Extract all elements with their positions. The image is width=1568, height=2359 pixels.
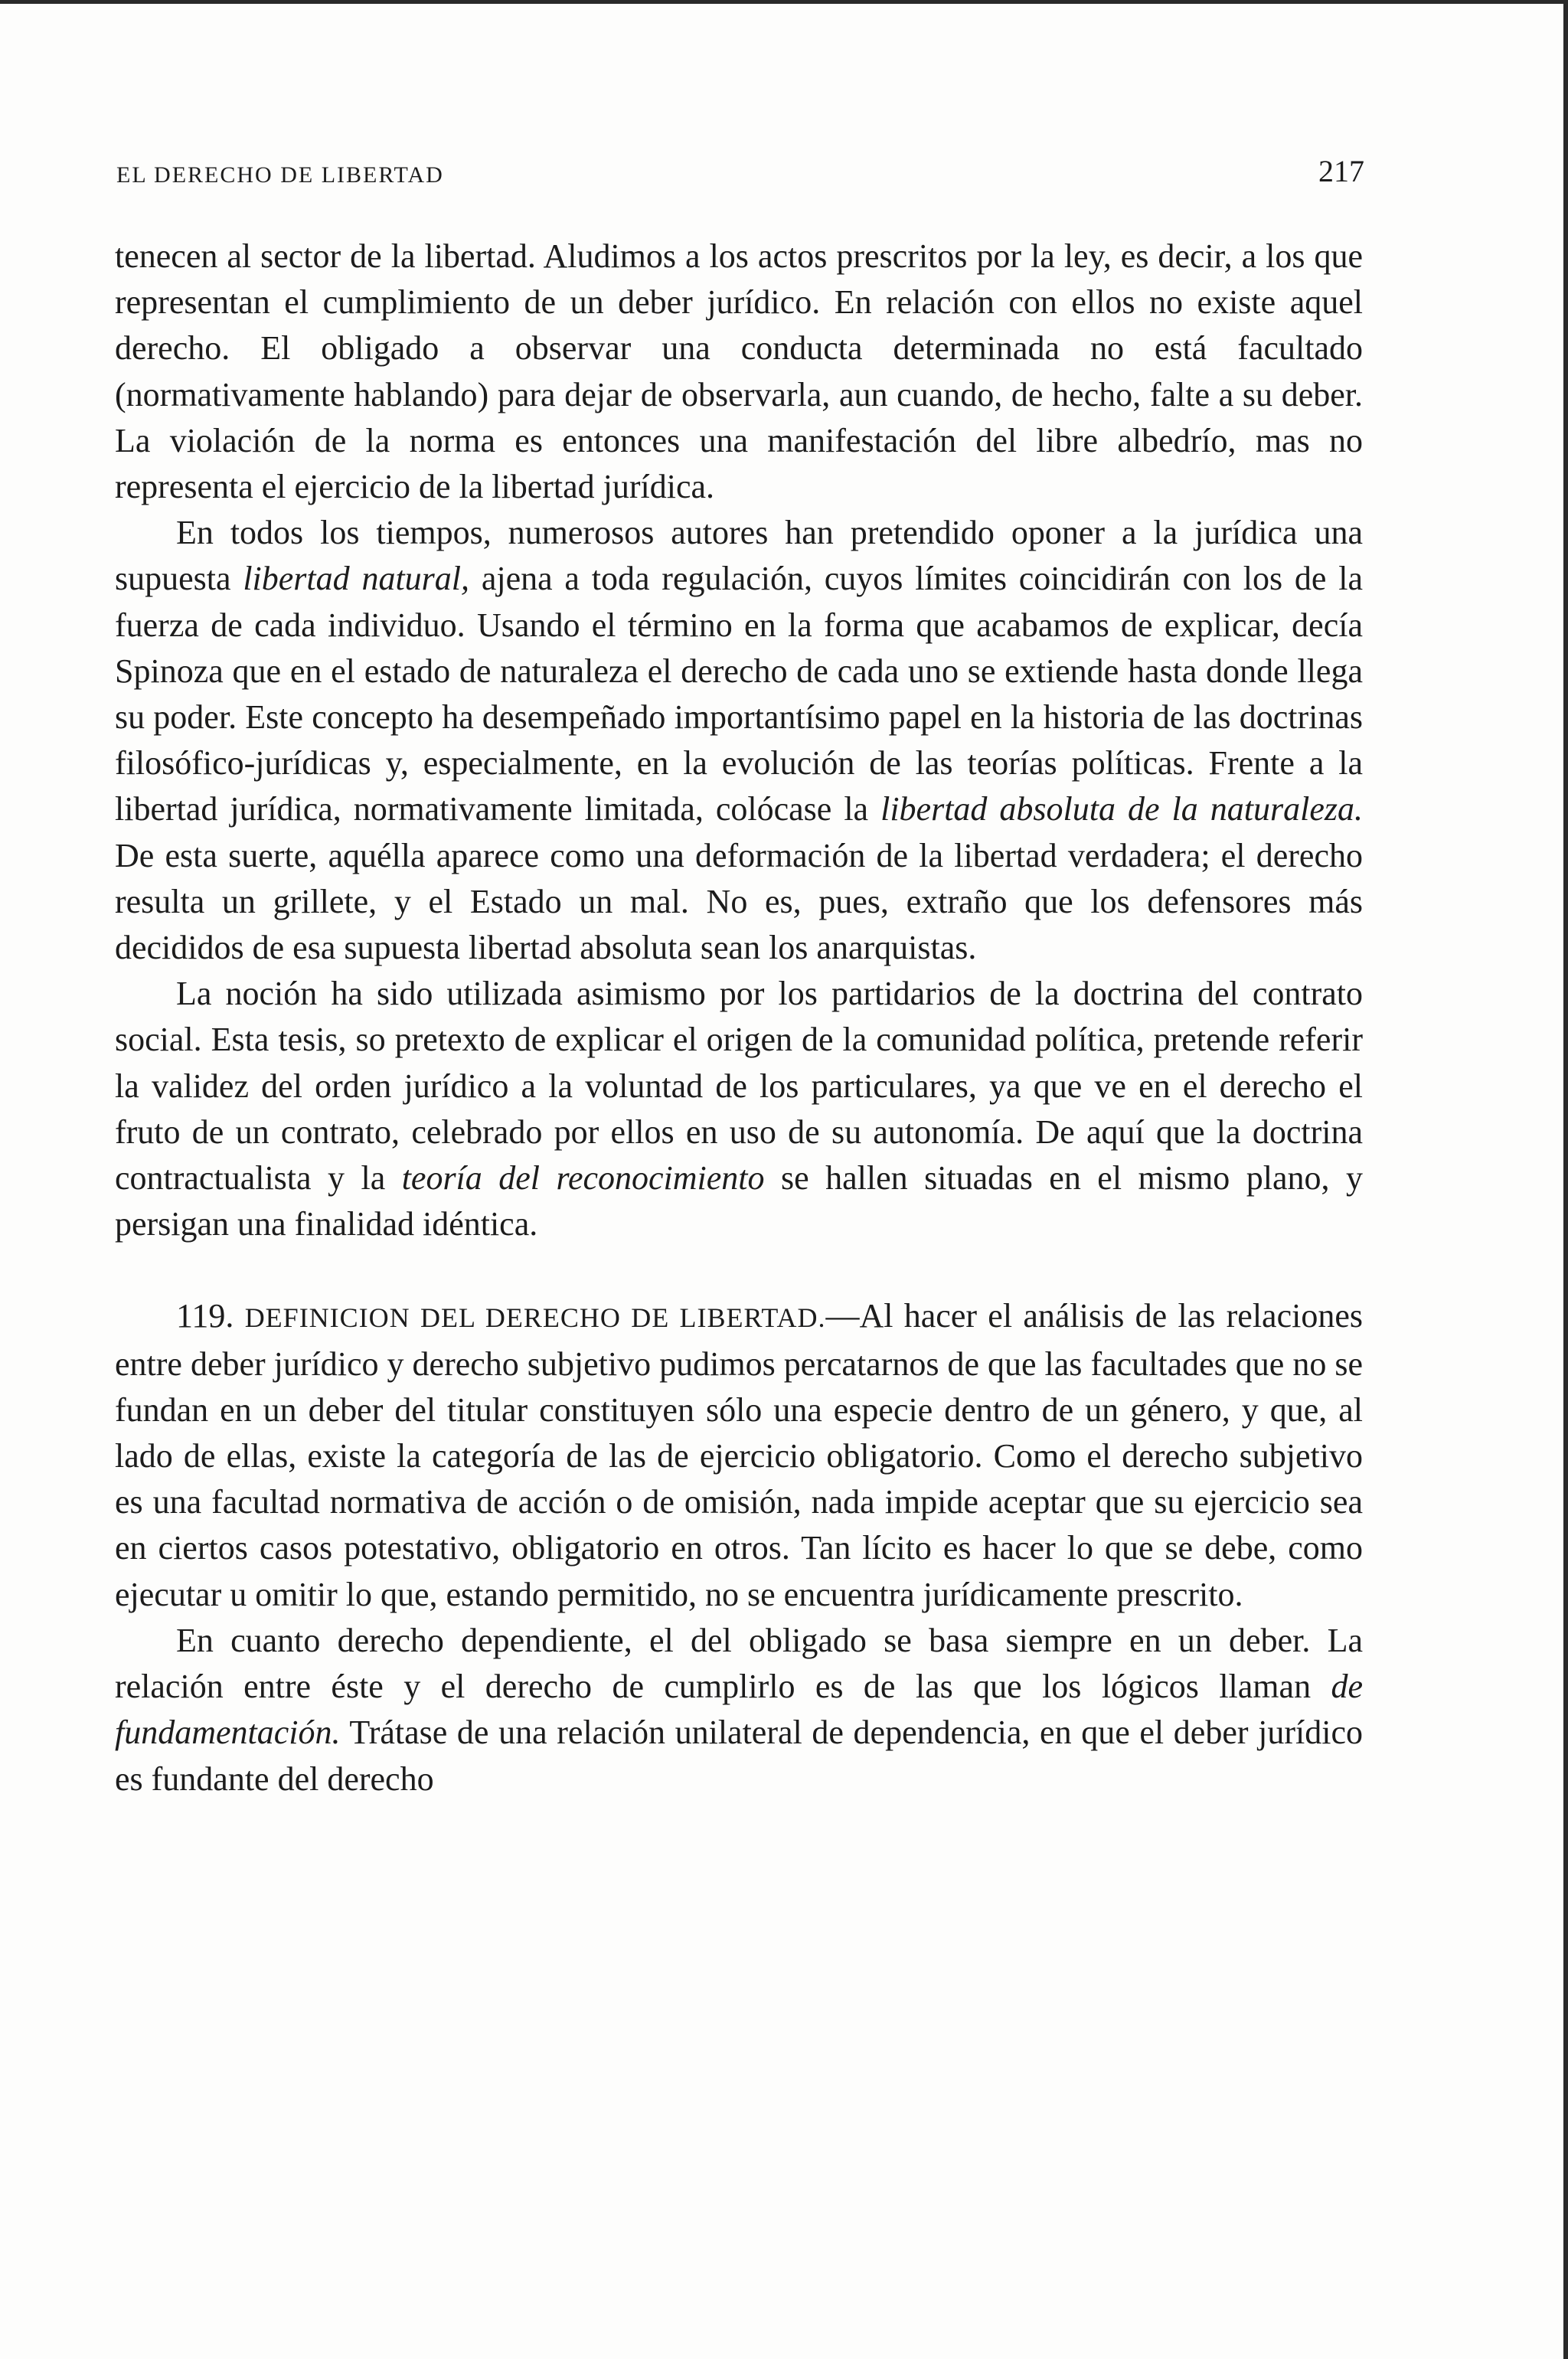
page-number: 217 bbox=[1318, 154, 1364, 188]
italic-term: teoría del reconocimiento bbox=[401, 1159, 765, 1197]
paragraph-contrato-social bbox=[115, 971, 1363, 1247]
text-segment: La noción ha sido utilizada asimismo por los partidarios de la doctrina del contrato social. Esta tesis, so pretexto de explicar el origen de la comunidad política, pretende referir la validez del orden jurídico a la voluntad de los particulares, ya que ve en el derecho el fruto de un contrato, celebrado por ellos en uso de su autonomía. De aquí que la doctrina contractualista y la bbox=[115, 975, 1363, 1197]
section-spacer bbox=[115, 1247, 1363, 1293]
italic-term: de fundamentación. bbox=[115, 1668, 1363, 1752]
italic-term: libertad natural, bbox=[243, 560, 470, 598]
paragraph-continuation bbox=[115, 234, 1363, 510]
running-header bbox=[116, 153, 1364, 199]
section-number: 119. bbox=[176, 1297, 234, 1335]
text-segment: tenecen al sector de la libertad. Aludimos a los actos prescritos por la ley, es decir, a los que representan el cumplimiento de un deber jurídico. En relación con ellos no existe aquel derecho. El obligado a observar una conducta determinada no está facultado (normativamente hablando) para dejar de observarla, aun cuando, de hecho, falte a su deber. La violación de la norma es entonces una manifestación del libre albedrío, mas no representa el ejercicio de la libertad jurídica. bbox=[115, 237, 1363, 506]
paragraph-fundamentacion bbox=[115, 1618, 1363, 1802]
text-segment: —Al hacer el análisis de las relaciones entre deber jurídico y derecho subjetivo pudimos percatarnos de que las facultades que no se fundan en un deber del titular constituyen sólo una especie dentro de un género, y que, al lado de ellas, existe la categoría de las de ejercicio obligatorio. Como el derecho subjetivo es una facultad normativa de acción o de omisión, nada impide aceptar que su ejercicio sea en ciertos casos potestativo, obligatorio en otros. Tan lícito es hacer lo que se debe, como ejecutar u omitir lo que, estando permitido, no se encuentra jurídicamente prescrito. bbox=[115, 1297, 1363, 1613]
running-title: EL DERECHO DE LIBERTAD bbox=[116, 162, 444, 188]
text-segment: En todos los tiempos, numerosos autores han pretendido oponer a la jurídica una supuesta bbox=[115, 514, 1363, 598]
text-segment: Trátase de una relación unilateral de dependencia, en que el deber jurídico es fundante del derecho bbox=[115, 1714, 1363, 1798]
italic-term: libertad absoluta de la naturaleza. bbox=[880, 790, 1363, 828]
scan-edge-top bbox=[0, 0, 1568, 4]
text-segment: se hallen situadas en el mismo plano, y persigan una finalidad idéntica. bbox=[115, 1159, 1363, 1243]
paragraph-section-119 bbox=[115, 1293, 1363, 1617]
paragraph-libertad-natural bbox=[115, 510, 1363, 971]
text-segment: En cuanto derecho dependiente, el del obligado se basa siempre en un deber. La relación entre éste y el derecho de cumplirlo es de las que los lógicos llaman bbox=[115, 1621, 1363, 1706]
text-segment: De esta suerte, aquélla aparece como una deformación de la libertad verdadera; el derecho resulta un grillete, y el Estado un mal. No es, pues, extraño que los defensores más decididos de esa supuesta libertad absoluta sean los anarquistas. bbox=[115, 836, 1363, 967]
scan-edge-right bbox=[1563, 0, 1568, 2359]
text-segment: ajena a toda regulación, cuyos límites coincidirán con los de la fuerza de cada individuo. Usando el término en la forma que acabamos de explicar, decía Spinoza que en el estado de naturaleza el derecho de cada uno se extiende hasta donde llega su poder. Este concepto ha desempeñado importantísimo papel en la historia de las doctrinas filosófico-jurídicas y, especialmente, en la evolución de las teorías políticas. Frente a la libertad jurídica, normativamente limitada, colócase la bbox=[115, 560, 1364, 828]
section-heading: DEFINICION DEL DERECHO DE LIBERTAD. bbox=[244, 1302, 826, 1334]
body-text bbox=[115, 234, 1363, 1802]
